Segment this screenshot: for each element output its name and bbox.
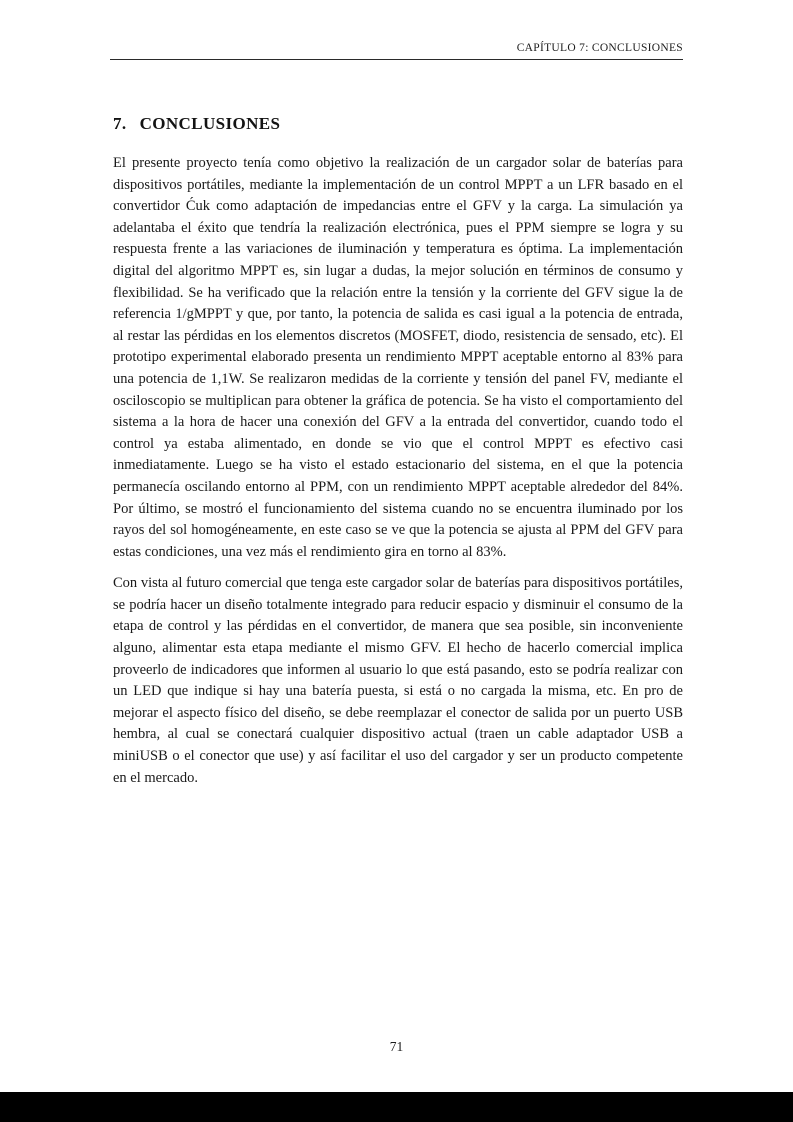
section-title: CONCLUSIONES (139, 114, 281, 133)
section-heading (113, 114, 683, 134)
scan-bottom-edge (0, 1092, 793, 1122)
running-header: CAPÍTULO 7: CONCLUSIONES (110, 42, 683, 60)
paragraph-conclusions-2: Con vista al futuro comercial que tenga este cargador solar de baterías para dispositivos portátiles, se podría hacer un diseño totalmente integrado para reducir espacio y disminuir el consumo de la etapa de control y las pérdidas en el convertidor, de manera que sea posible, sin inconveniente alguno, alimentar esta etapa mediante el mismo GFV. El hecho de hacerlo comercial implica proveerlo de indicadores que informen al usuario lo que está pasando, esto se podría realizar con un LED que indique si hay una batería puesta, si está o no cargada la misma, etc. En pro de mejorar el aspecto físico del diseño, se debe reemplazar el conector de salida por un puerto USB hembra, al cual se conectará cualquier dispositivo actual (traen un cable adaptador USB a miniUSB o el conector que use) y así facilitar el uso del cargador y ser un producto competente en el mercado. (113, 575, 683, 786)
section-number: 7. (113, 114, 127, 133)
page-number: 71 (389, 1039, 404, 1054)
paragraph-conclusions-1: El presente proyecto tenía como objetivo la realización de un cargador solar de baterías para dispositivos portátiles, mediante la implementación de un control MPPT a un LFR basado en el convertidor Ćuk como adaptación de impedancias entre el GFV y la carga. La simulación ya adelantaba el éxito que tendría la realización electrónica, pues el PPM siempre se logra y su respuesta frente a las variaciones de iluminación y temperatura es óptima. La implementación digital del algoritmo MPPT es, sin lugar a dudas, la mejor solución en términos de consumo y flexibilidad. Se ha verificado que la relación entre la tensión y la corriente del GFV sigue la de referencia 1/gMPPT y que, por tanto, la potencia de salida es casi igual a la potencia de entrada, al restar las pérdidas en los elementos discretos (MOSFET, diodo, resistencia de sensado, etc). El prototipo experimental elaborado presenta un rendimiento MPPT aceptable entorno al 83% para una potencia de 1,1W. Se realizaron medidas de la corriente y tensión del panel FV, mediante el osciloscopio se multiplican para obtener la gráfica de potencia. Se ha visto el comportamiento del sistema a la hora de hacer una conexión del GFV a la entrada del convertidor, cuando todo el control ya estaba alimentado, en donde se vio que el control MPPT es efectivo casi inmediatamente. Luego se ha visto el estado estacionario del sistema, en el que la potencia permanecía oscilando entorno al PPM, con un rendimiento MPPT aceptable alrededor del 84%. Por último, se mostró el funcionamiento del sistema cuando no se encuentra iluminado por los rayos del sol homogéneamente, en este caso se ve que la potencia se ajusta al PPM del GFV para estas condiciones, una vez más el rendimiento gira en torno al 83%. (113, 155, 683, 560)
body-text (113, 153, 683, 789)
